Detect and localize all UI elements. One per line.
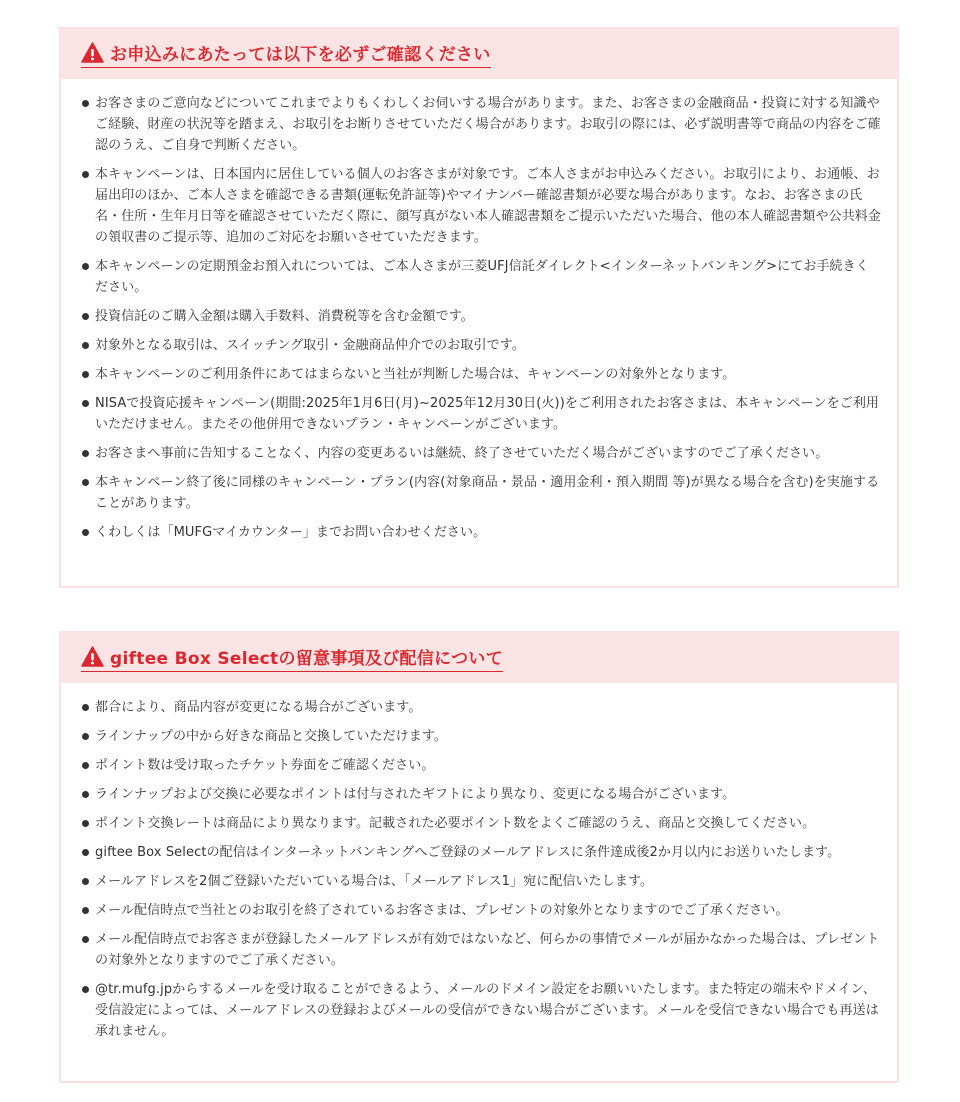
notice-section-giftee	[59, 631, 899, 1083]
list-item: 本キャンペーンのご利用条件にあてはまらないと当社が判断した場合は、キャンペーンの対象外となります。	[81, 364, 881, 385]
list-item: 本キャンペーンは、日本国内に居住している個人のお客さまが対象です。ご本人さまがお申込みください。お取引により、お通帳、お届出印のほか、ご本人さまを確認できる書類(運転免許証等)やマイナンバー確認書類が必要な場合があります。なお、お客さまの氏名・住所・生年月日等を確認させていただく際に、顔写真がない本人確認書類をご提示いただいた場合、他の本人確認書類や公共料金の領収書のご提示等、追加のご対応をお願いさせていただきます。	[81, 164, 881, 248]
list-item: メール配信時点で当社とのお取引を終了されているお客さまは、プレゼントの対象外となりますのでご了承ください。	[81, 900, 881, 921]
section-header	[61, 633, 897, 683]
list-item: ポイント数は受け取ったチケット券面をご確認ください。	[81, 755, 881, 776]
list-item: ポイント交換レートは商品により異なります。記載された必要ポイント数をよくご確認のうえ、商品と交換してください。	[81, 813, 881, 834]
list-item: メールアドレスを2個ご登録いただいている場合は、「メールアドレス1」宛に配信いたします。	[81, 871, 881, 892]
list-item: ラインナップおよび交換に必要なポイントは付与されたギフトにより異なり、変更になる場合がございます。	[81, 784, 881, 805]
list-item: ラインナップの中から好きな商品と交換していただけます。	[81, 726, 881, 747]
notice-section-application	[59, 27, 899, 588]
section-title-text: giftee Box Selectの留意事項及び配信について	[110, 649, 504, 669]
list-item: 対象外となる取引は、スイッチング取引・金融商品仲介でのお取引です。	[81, 335, 881, 356]
list-item: giftee Box Selectの配信はインターネットバンキングへご登録のメールアドレスに条件達成後2か月以内にお送りいたします。	[81, 842, 881, 863]
list-item: 都合により、商品内容が変更になる場合がございます。	[81, 697, 881, 718]
list-item: NISAで投資応援キャンペーン(期間:2025年1月6日(月)~2025年12月30日(火))をご利用されたお客さまは、本キャンペーンをご利用いただけません。またその他併用できないプラン・キャンペーンがございます。	[81, 393, 881, 435]
warning-icon	[81, 646, 104, 667]
notice-list	[61, 683, 897, 1042]
list-item: くわしくは「MUFGマイカウンター」までお問い合わせください。	[81, 522, 881, 543]
list-item: メール配信時点でお客さまが登録したメールアドレスが有効ではないなど、何らかの事情でメールが届かなかった場合は、プレゼントの対象外となりますのでご了承ください。	[81, 929, 881, 971]
notice-list	[61, 79, 897, 543]
section-title-text: お申込みにあたっては以下を必ずご確認ください	[110, 45, 491, 65]
list-item: 本キャンペーン終了後に同様のキャンペーン・プラン(内容(対象商品・景品・適用金利・預入期間 等)が異なる場合を含む)を実施することがあります。	[81, 472, 881, 514]
list-item: @tr.mufg.jpからするメールを受け取ることができるよう、メールのドメイン設定をお願いいたします。また特定の端末やドメイン、受信設定によっては、メールアドレスの登録およびメールの受信ができない場合がございます。メールを受信できない場合でも再送は承れません。	[81, 979, 881, 1042]
section-title	[81, 40, 491, 68]
list-item: お客さまへ事前に告知することなく、内容の変更あるいは継続、終了させていただく場合がございますのでご了承ください。	[81, 443, 881, 464]
list-item: お客さまのご意向などについてこれまでよりもくわしくお伺いする場合があります。また、お客さまの金融商品・投資に対する知識やご経験、財産の状況等を踏まえ、お取引をお断りさせていただく場合があります。お取引の際には、必ず説明書等で商品の内容をご確認のうえ、ご自身で判断ください。	[81, 93, 881, 156]
list-item: 投資信託のご購入金額は購入手数料、消費税等を含む金額です。	[81, 306, 881, 327]
section-header	[61, 29, 897, 79]
section-title	[81, 644, 503, 672]
warning-icon	[81, 42, 104, 63]
list-item: 本キャンペーンの定期預金お預入れについては、ご本人さまが三菱UFJ信託ダイレクト<インターネットバンキング>にてお手続きください。	[81, 256, 881, 298]
